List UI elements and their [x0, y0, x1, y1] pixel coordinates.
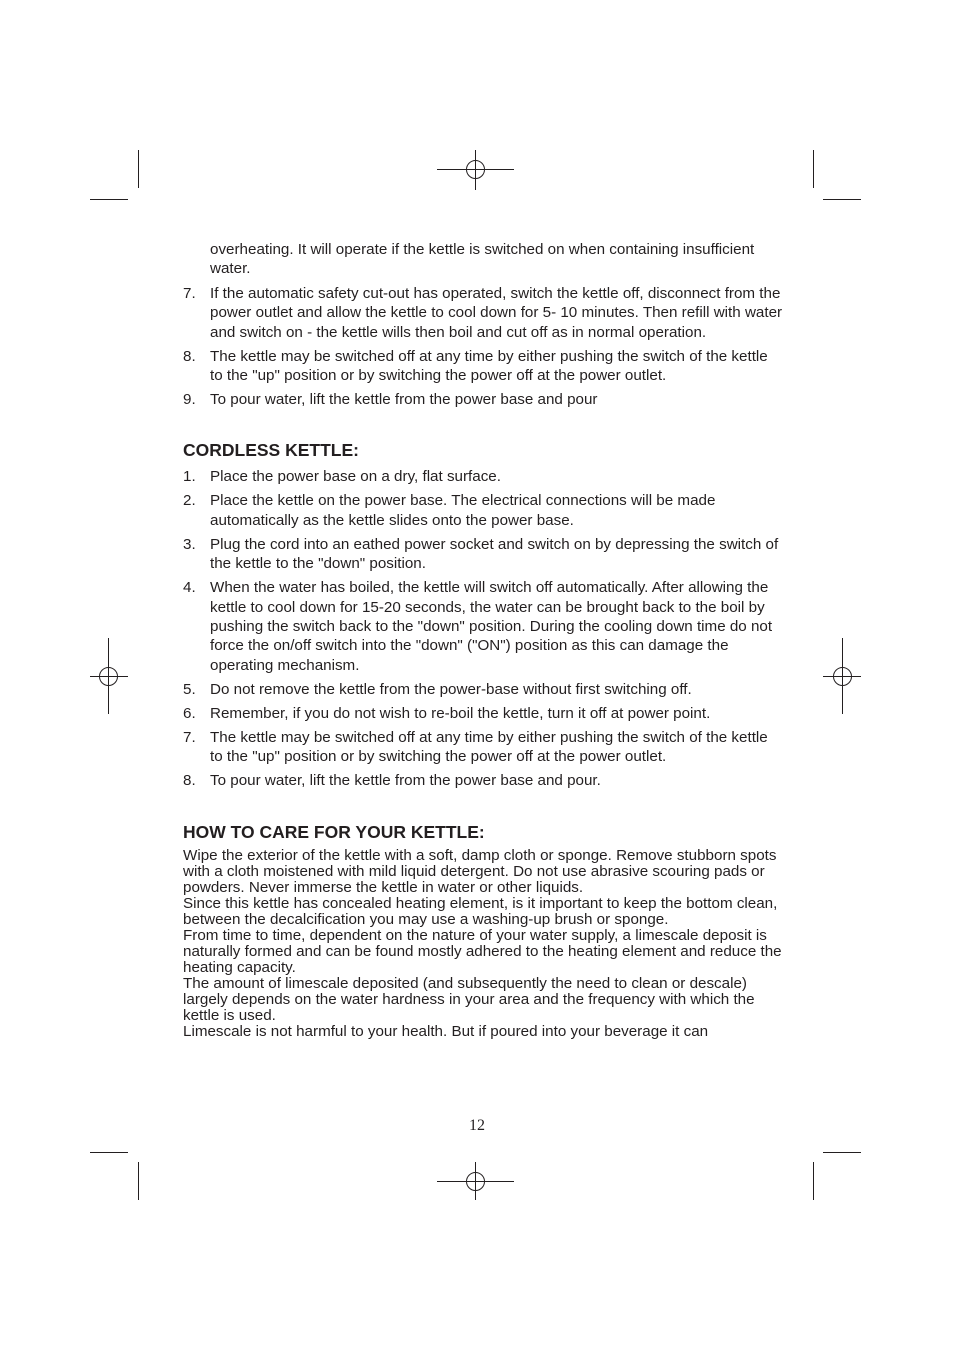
section-heading-cordless: CORDLESS KETTLE:: [183, 440, 359, 461]
section-heading-care: HOW TO CARE FOR YOUR KETTLE:: [183, 821, 485, 842]
step-text: Plug the cord into an eathed power socket and switch on by depressing the switch of the kettle to the "down" position.: [210, 535, 779, 573]
page-number: 12: [469, 1117, 485, 1134]
step-number: 9.: [183, 391, 196, 409]
step-number: 7.: [183, 284, 196, 302]
list-item: [183, 728, 783, 767]
step-number: 4.: [183, 579, 196, 597]
step-text: If the automatic safety cut-out has operated, switch the kettle off, disconnect from the power outlet and allow the kettle to cool down for 5- 10 minutes. Then refill with water and switch on - the kettle wills then boil and cut off as in normal operation.: [210, 284, 783, 341]
list-item: [183, 578, 783, 675]
step-text: Do not remove the kettle from the power-base without first switching off.: [210, 680, 692, 698]
step-number: 2.: [183, 492, 196, 510]
list-item: [183, 704, 783, 723]
step-text: When the water has boiled, the kettle will switch off automatically. After allowing the kettle to cool down for 15-20 seconds, the water can be brought back to the boil by pushing the switch back to the "down" position. During the cooling down time do not force the on/off switch into the "down" ("ON") position as this can damage the operating mechanism.: [210, 579, 773, 674]
step-text: The kettle may be switched off at any time by either pushing the switch of the kettle to the "up" position or by switching the power off at the power outlet.: [210, 728, 768, 766]
manual-page-content: [183, 240, 783, 1040]
list-item: [183, 491, 783, 530]
list-item: [183, 467, 783, 486]
step-number: 5.: [183, 680, 196, 698]
step-number: 1.: [183, 468, 196, 486]
step-number: 8.: [183, 347, 196, 365]
list-item: [183, 535, 783, 574]
list-item: [183, 284, 783, 342]
list-item: [183, 771, 783, 790]
step-number: 8.: [183, 772, 196, 790]
care-section: [183, 848, 783, 1040]
step-text: Place the kettle on the power base. The electrical connections will be made automatically as the kettle slides onto the power base.: [210, 492, 716, 529]
steps-list-top: [183, 284, 783, 410]
step-text: To pour water, lift the kettle from the power base and pour.: [210, 772, 601, 790]
care-paragraph: The amount of limescale deposited (and subsequently the need to clean or descale) largely depends on the water hardness in your area and the frequency with which the kettle is used.: [183, 974, 755, 1024]
continued-paragraph: overheating. It will operate if the kettle is switched on when containing insufficient water.: [210, 241, 755, 278]
list-item: [183, 347, 783, 386]
step-number: 3.: [183, 535, 196, 553]
step-number: 6.: [183, 704, 196, 722]
care-paragraph: Limescale is not harmful to your health. But if poured into your beverage it can: [183, 1022, 709, 1040]
step-text: To pour water, lift the kettle from the power base and pour: [210, 391, 598, 409]
step-number: 7.: [183, 728, 196, 746]
care-paragraph: Wipe the exterior of the kettle with a soft, damp cloth or sponge. Remove stubborn spots with a cloth moistened with mild liquid detergent. Do not use abrasive scouring pads or powders. Never immerse the kettle in water or other liquids.: [183, 846, 777, 896]
list-item: [183, 680, 783, 699]
care-paragraph: Since this kettle has concealed heating element, is it important to keep the bottom clean, between the decalcification you may use a washing-up brush or sponge.: [183, 894, 778, 928]
step-text: Remember, if you do not wish to re-boil the kettle, turn it off at power point.: [210, 704, 711, 722]
step-text: Place the power base on a dry, flat surface.: [210, 468, 501, 486]
list-item: [183, 390, 783, 409]
care-paragraph: From time to time, dependent on the nature of your water supply, a limescale deposit is naturally formed and can be found mostly adhered to the heating element and reduce the heating capacity.: [183, 926, 782, 976]
steps-list-cordless: [183, 467, 783, 790]
step-text: The kettle may be switched off at any time by either pushing the switch of the kettle to the "up" position or by switching the power off at the power outlet.: [210, 347, 768, 385]
